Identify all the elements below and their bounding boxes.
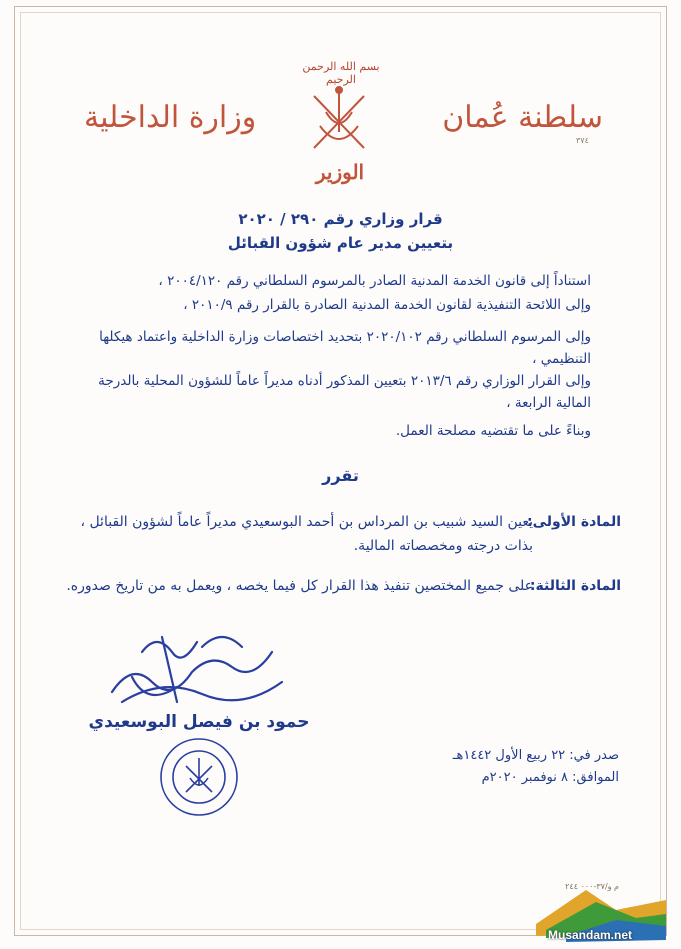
- issue-date-gregorian: الموافق: ٨ نوفمبر ٢٠٢٠م: [481, 770, 619, 785]
- ministry-heading: وزارة الداخلية: [84, 100, 257, 135]
- official-stamp: [158, 736, 240, 818]
- issue-date-hijri: صدر في: ٢٢ ربيع الأول ١٤٤٢هـ: [452, 748, 619, 763]
- decision-subtitle: بتعيين مدير عام شؤون القبائل: [227, 234, 454, 252]
- article-text: على جميع المختصين تنفيذ هذا القرار كل فيما يخصه ، ويعمل به من تاريخ صدوره.: [66, 578, 533, 594]
- article-label: المادة الأولى:: [527, 514, 621, 530]
- article-text: يعين السيد شبيب بن المرداس بن أحمد البوسعيدي مديراً عاماً لشؤون القبائل ، بذات درجته ومخصصاته المالية.: [80, 514, 533, 554]
- footer-code: م و/٣٧-٠٠٠ ٢٤٤: [565, 882, 619, 891]
- article-label: المادة الثالثة:: [529, 578, 621, 594]
- preamble-paragraph: وإلى المرسوم السلطاني رقم ٢٠٢٠/١٠٢ بتحديد اختصاصات وزارة الداخلية واعتماد هيكلها التنظيمي ،: [99, 329, 591, 367]
- preamble-paragraph: وإلى اللائحة التنفيذية لقانون الخدمة المدنية الصادرة بالقرار رقم ٢٠١٠/٩ ،: [183, 297, 591, 313]
- signatory-name: حمود بن فيصل البوسعيدي: [88, 712, 310, 732]
- minister-title: الوزير: [315, 160, 365, 184]
- sultanate-heading: سلطنة عُمان: [442, 100, 603, 135]
- preamble-paragraph: وإلى القرار الوزاري رقم ٢٠١٣/٦ بتعيين المذكور أدناه مديراً عاماً للشؤون المحلية بالدرجة المالية الرابعة ،: [98, 373, 591, 411]
- national-emblem-icon: [306, 82, 372, 162]
- preamble-paragraph: وبناءً على ما تقتضيه مصلحة العمل.: [395, 423, 591, 439]
- handwritten-signature: [102, 622, 292, 714]
- decision-title: قرار وزاري رقم ٢٩٠ / ٢٠٢٠: [238, 210, 443, 228]
- preamble-paragraph: استناداً إلى قانون الخدمة المدنية الصادر بالمرسوم السلطاني رقم ٢٠٠٤/١٢٠ ،: [158, 273, 591, 289]
- decides-heading: تقرر: [322, 466, 359, 485]
- basmala: بسم الله الرحمن الرحيم: [302, 60, 380, 86]
- reference-number: ٣٧٤: [576, 136, 589, 145]
- logo-text: Musandam.net: [548, 928, 633, 942]
